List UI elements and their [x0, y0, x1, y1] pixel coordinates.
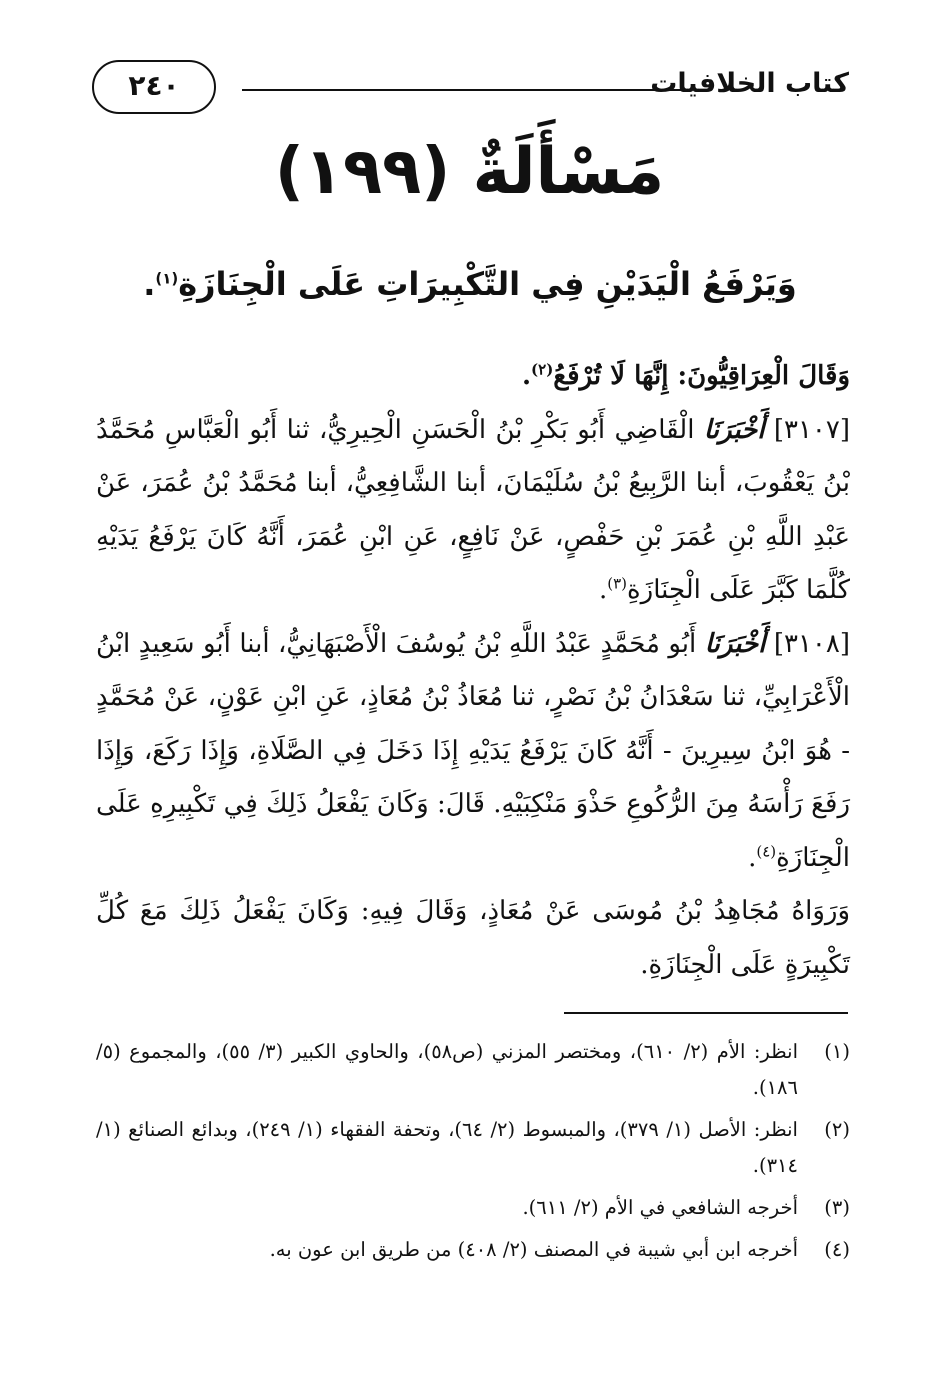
- hadith-3107: [96, 404, 850, 618]
- footnote-number: (٣): [824, 1196, 850, 1219]
- footnote-marker: (٢): [531, 360, 554, 379]
- paragraph-end: .: [748, 842, 757, 873]
- paragraph-text: وَقَالَ الْعِرَاقِيُّونَ: إِنَّهَا لَا تُرْفَعُ: [553, 361, 850, 391]
- hadith-3108: [96, 618, 850, 886]
- hadith-text: أَبُو مُحَمَّدٍ عَبْدُ اللَّهِ بْنُ يُوسُفَ الْأَصْبَهَانِيُّ، أبنا أَبُو سَعِيدٍ ابْنُ الْأَعْرَابِيِّ، ثنا سَعْدَانُ بْنُ نَصْرٍ، ثنا مُعَاذُ بْنُ مُعَاذٍ، عَنِ ابْنِ عَوْنٍ، عَنْ مُحَمَّدٍ - هُوَ ابْنُ سِيرِينَ - أَنَّهُ كَانَ يَرْفَعُ يَدَيْهِ إِذَا دَخَلَ فِي الصَّلَاةِ، وَإِذَا رَكَعَ، وَإِذَا رَفَعَ رَأْسَهُ مِنَ الرُّكُوعِ حَذْوَ مَنْكِبَيْهِ. قَالَ: وَكَانَ يَفْعَلُ ذَلِكَ فِي تَكْبِيرِهِ عَلَى الْجِنَازَةِ: [96, 628, 850, 873]
- chapter-title: مَسْأَلَةٌ (١٩٩): [274, 135, 665, 209]
- subtitle-text: وَيَرْفَعُ الْيَدَيْنِ فِي التَّكْبِيرَاتِ عَلَى الْجِنَازَةِ: [178, 265, 797, 303]
- footnote-text: أخرجه الشافعي في الأم (٢/ ٦١١).: [522, 1196, 798, 1219]
- footnote-marker: (٣): [607, 574, 628, 593]
- page-number: ٢٤٠: [92, 60, 216, 114]
- hadith-number: [٣١٠٧]: [773, 414, 851, 445]
- footnote-text: انظر: الأم (٢/ ٦١٠)، ومختصر المزني (ص٥٨)، والحاوي الكبير (٣/ ٥٥)، والمجموع (٥/ ١٨٦).: [96, 1040, 798, 1099]
- footnote-text: انظر: الأصل (١/ ٣٧٩)، والمبسوط (٢/ ٦٤)، وتحفة الفقهاء (١/ ٢٤٩)، وبدائع الصنائع (١/ ٣١٤).: [96, 1118, 798, 1177]
- footnote-separator: [564, 1012, 848, 1014]
- page-header: [92, 58, 849, 118]
- footnote-number: (١): [824, 1040, 850, 1063]
- footnote: [96, 1034, 850, 1106]
- subtitle-end: .: [143, 265, 156, 303]
- footnote-marker: (٤): [756, 841, 777, 860]
- hadith-text: الْقَاضِي أَبُو بَكْرِ بْنُ الْحَسَنِ الْحِيرِيُّ، ثنا أَبُو الْعَبَّاسِ مُحَمَّدُ بْنُ يَعْقُوبَ، أبنا الرَّبِيعُ بْنُ سُلَيْمَانَ، أبنا الشَّافِعِيُّ، أبنا مُحَمَّدُ بْنُ عُمَرَ، عَنْ عَبْدِ اللَّهِ بْنِ عُمَرَ بْنِ حَفْصٍ، عَنْ نَافِعٍ، عَنِ ابْنِ عُمَرَ، أَنَّهُ كَانَ يَرْفَعُ يَدَيْهِ كُلَّمَا كَبَّرَ عَلَى الْجِنَازَةِ: [96, 414, 850, 605]
- paragraph-mujahid: [96, 885, 850, 992]
- footnote-number: (٢): [824, 1118, 850, 1141]
- footnotes: [96, 1034, 850, 1274]
- chapter-subtitle: [80, 265, 860, 303]
- akhbarana-label: أَخْبَرَنَا: [703, 414, 765, 445]
- paragraph-end: .: [521, 361, 532, 391]
- hadith-number: [٣١٠٨]: [773, 628, 850, 659]
- footnote: [96, 1112, 850, 1184]
- footnote: [96, 1232, 850, 1268]
- footnote-marker: (١): [155, 269, 179, 288]
- paragraph-iraqis: [96, 350, 850, 404]
- footnote-number: (٤): [824, 1238, 850, 1261]
- book-title: كتاب الخلافيات: [650, 68, 849, 99]
- main-text: [96, 350, 850, 992]
- footnote-text: أخرجه ابن أبي شيبة في المصنف (٢/ ٤٠٨) من طريق ابن عون به.: [269, 1238, 798, 1261]
- footnote: [96, 1190, 850, 1226]
- header-rule: [242, 89, 689, 91]
- paragraph-text: وَرَوَاهُ مُجَاهِدُ بْنُ مُوسَى عَنْ مُعَاذٍ، وَقَالَ فِيهِ: وَكَانَ يَفْعَلُ ذَلِكَ مَعَ كُلِّ تَكْبِيرَةٍ عَلَى الْجِنَازَةِ.: [96, 896, 850, 980]
- paragraph-end: .: [598, 575, 608, 605]
- akhbarana-label: أَخْبَرَنَا: [704, 628, 766, 659]
